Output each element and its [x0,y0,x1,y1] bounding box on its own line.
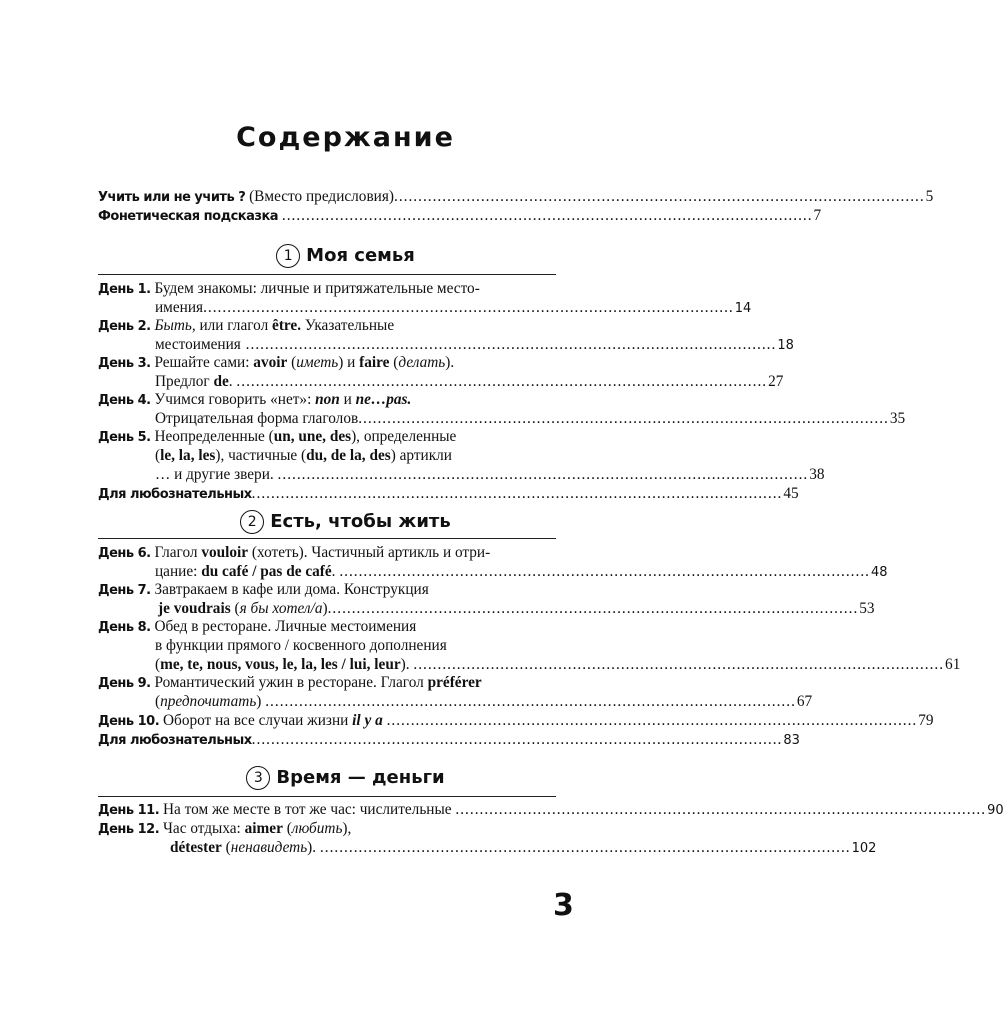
toc-entry-day-2[interactable]: День 2. Быть, или глагол être. Указательные [98,317,395,334]
toc-entry-day-5[interactable]: День 5. Неопределенные (un, une, des), определенные [98,428,457,445]
toc-entry-day-10[interactable]: День 10. Оборот на все случаи жизни il y a .............................................................................................................. 79 [98,712,934,729]
entry-label: День 9. [98,676,151,691]
section-divider [98,274,556,275]
toc-entry-day-6[interactable]: День 6. Глагол vouloir (хотеть). Частичный артикль и отри- [98,544,491,561]
section-number-badge: 2 [240,510,264,534]
toc-entry-day-1[interactable]: День 1. Будем знакомы: личные и притяжательные место- [98,280,480,297]
toc-entry-phonetics[interactable]: Фонетическая подсказка .............................................................................................................. 7 [98,207,822,224]
toc-entry-day-3[interactable]: День 3. Решайте сами: avoir (иметь) и faire (делать). [98,354,455,371]
toc-entry-day-7-cont: je voudrais (я бы хотел/а) .............................................................................................................. 53 [158,600,875,617]
toc-entry-day-12-cont: détester (ненавидеть). .............................................................................................................. 102 [170,839,877,856]
toc-entry-day-1-cont: имения .............................................................................................................. 14 [155,299,752,316]
toc-entry-day-2-cont: местоимения .............................................................................................................. 18 [155,336,794,353]
toc-entry-day-8[interactable]: День 8. Обед в ресторане. Личные местоимения [98,618,417,635]
toc-entry-day-4[interactable]: День 4. Учимся говорить «нет»: non и ne…pas. [98,391,412,408]
entry-label: День 3. [98,356,151,371]
page-number: 27 [768,373,784,390]
toc-entry-day-6-cont: цание: du café / pas de café. .............................................................................................................. 48 [155,563,888,580]
entry-label: Для любознательных [98,487,252,502]
toc-entry-day-9[interactable]: День 9. Романтический ужин в ресторане. Глагол préférer [98,674,482,691]
entry-label: День 1. [98,282,151,297]
entry-label: День 2. [98,319,151,334]
page-number: 35 [889,410,906,427]
toc-entry-day-8-cont2: (me, te, nous, vous, le, la, les / lui, leur). .............................................................................................................. 61 [155,656,961,673]
page-number: 67 [796,693,813,710]
entry-label: День 10. [98,714,160,729]
page-folio: 3 [553,888,574,923]
page-number: 38 [809,466,825,483]
page-number: 83 [783,733,800,748]
entry-label: День 6. [98,546,151,561]
section-3-heading: 3 Время — деньги [0,766,691,790]
toc-entry-day-9-cont: (предпочитать) .............................................................................................................. 67 [155,693,813,710]
page-number: 90 [987,803,1004,818]
entry-label: Учить или не учить ? [98,190,246,205]
section-number-badge: 1 [276,244,300,268]
toc-entry-day-7[interactable]: День 7. Завтракаем в кафе или дома. Конструкция [98,581,429,598]
toc-entry-day-8-cont: в функции прямого / косвенного дополнения [155,637,447,654]
entry-label: День 8. [98,620,151,635]
toc-entry-day-4-cont: Отрицательная форма глаголов .............................................................................................................. 35 [155,410,906,427]
page-number: 79 [918,712,934,729]
toc-entry-curious-2[interactable]: Для любознательных .............................................................................................................. 83 [98,731,800,748]
toc-entry-day-12[interactable]: День 12. Час отдыха: aimer (любить), [98,820,352,837]
entry-label: День 7. [98,583,151,598]
entry-label: Фонетическая подсказка [98,209,279,224]
toc-entry-curious-1[interactable]: Для любознательных .............................................................................................................. 45 [98,485,799,502]
page-number: 18 [777,338,794,353]
entry-label: День 5. [98,430,151,445]
page-title: Содержание [236,122,455,153]
section-2-heading: 2 Есть, чтобы жить [0,510,691,534]
toc-entry-preface[interactable]: Учить или не учить ? (Вместо предисловия) .............................................................................................................. 5 [98,188,934,205]
section-divider [98,796,556,797]
entry-label: День 12. [98,822,160,837]
page-number: 53 [859,600,875,617]
page-number: 102 [851,841,877,856]
toc-entry-day-5-cont2: … и другие звери. .............................................................................................................. 38 [155,466,825,483]
section-number-badge: 3 [246,766,270,790]
toc-entry-day-5-cont: (le, la, les), частичные (du, de la, des) артикли [155,447,452,464]
toc-entry-day-11[interactable]: День 11. На том же месте в тот же час: числительные .............................................................................................................. 90 [98,801,1004,818]
entry-label: День 11. [98,803,160,818]
page-number: 14 [734,301,752,316]
page-number: 61 [945,656,961,673]
toc-entry-day-3-cont: Предлог de. .............................................................................................................. 27 [155,373,784,390]
page-number: 45 [783,485,799,502]
page-number: 5 [925,188,934,205]
section-1-heading: 1 Моя семья [0,244,691,268]
entry-label: День 4. [98,393,151,408]
page-number: 7 [813,207,822,224]
section-divider [98,538,556,539]
entry-label: Для любознательных [98,733,252,748]
page-number: 48 [870,565,888,580]
